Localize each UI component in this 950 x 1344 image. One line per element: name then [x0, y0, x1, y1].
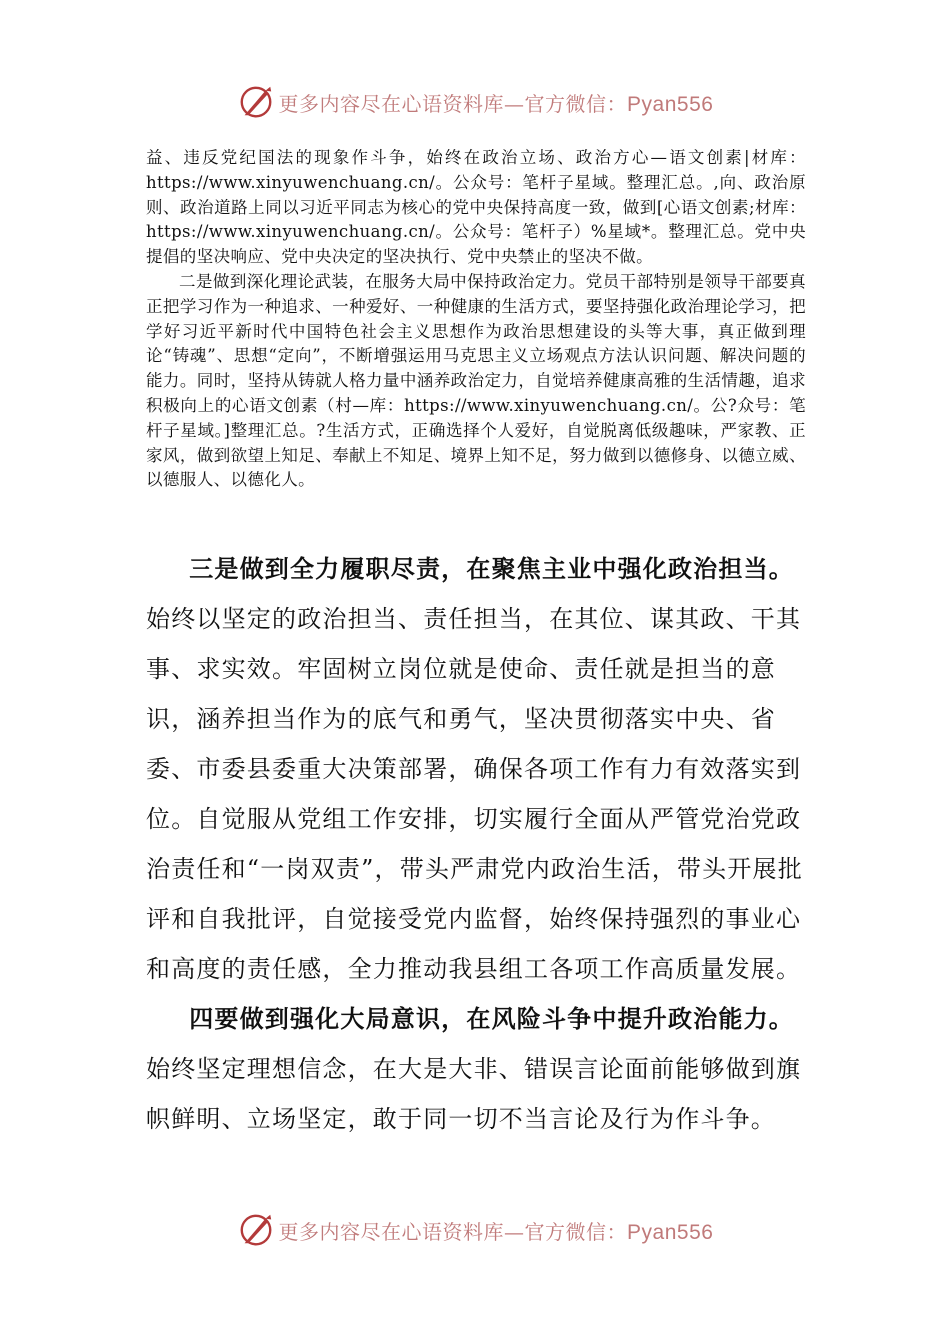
footer-banner-id: Pyan556 [627, 1220, 714, 1244]
header-banner-id: Pyan556 [627, 92, 714, 116]
heading-4: 四要做到强化大局意识，在风险斗争中提升政治能力。 [189, 1004, 794, 1033]
header-banner [0, 82, 950, 122]
large-text-block [146, 544, 806, 1144]
header-banner-text [279, 88, 714, 117]
heading-3: 三是做到全力履职尽责，在聚焦主业中强化政治担当。 [189, 554, 794, 583]
header-banner-cn: 更多内容尽在心语资料库—官方微信： [278, 91, 628, 116]
paragraph-4: 始终坚定理想信念，在大是大非、错误言论面前能够做到旗帜鲜明、立场坚定，敢于同一切不当言论及行为作斗争。 [146, 1055, 802, 1133]
footer-banner [0, 1210, 950, 1250]
paragraph-1: 益、违反党纪国法的现象作斗争，始终在政治立场、政治方心—语文创素|材库：https://www.xinyuwenchuang.cn/。公众号：笔杆子星域。整理汇总。,向、政治原则、政治道路上同以习近平同志为核心的党中央保持高度一致，做到[心语文创素;材库：https://www.xinyuwenchuang.cn/。公众号：笔杆子）%星域*。整理汇总。党中央提倡的坚决响应、党中央决定的坚决执行、党中央禁止的坚决不做。 [146, 148, 806, 267]
small-text-block [146, 146, 806, 493]
paragraph-3: 始终以坚定的政治担当、责任担当，在其位、谋其政、干其事、求实效。牢固树立岗位就是使命、责任就是担当的意识，涵养担当作为的底气和勇气，坚决贯彻落实中央、省委、市委县委重大决策部署，确保各项工作有力有效落实到位。自觉服从党组工作安排，切实履行全面从严管党治党政治责任和“一岗双责”，带头严肃党内政治生活，带头开展批评和自我批评，自觉接受党内监督，始终保持强烈的事业心和高度的责任感，全力推动我县组工各项工作高质量发展。 [146, 605, 803, 983]
footer-banner-cn: 更多内容尽在心语资料库—官方微信： [278, 1219, 628, 1244]
quill-logo-icon [237, 83, 275, 121]
footer-banner-text [279, 1216, 714, 1245]
quill-logo-icon [237, 1211, 275, 1249]
paragraph-2: 二是做到深化理论武装，在服务大局中保持政治定力。党员干部特别是领导干部要真正把学习作为一种追求、一种爱好、一种健康的生活方式，要坚持强化政治理论学习，把学好习近平新时代中国特色社会主义思想作为政治思想建设的头等大事，真正做到理论“铸魂”、思想“定向”，不断增强运用马克思主义立场观点方法认识问题、解决问题的能力。同时，坚持从铸就人格力量中涵养政治定力，自觉培养健康高雅的生活情趣，追求积极向上的心语文创素（村—库：https://www.xinyuwenchuang.cn/。公?众号：笔杆子星域。]整理汇总。?生活方式，正确选择个人爱好，自觉脱离低级趣味，严家教、正家风，做到欲望上知足、奉献上不知足、境界上知不足，努力做到以德修身、以德立威、以德服人、以德化人。 [146, 271, 806, 490]
